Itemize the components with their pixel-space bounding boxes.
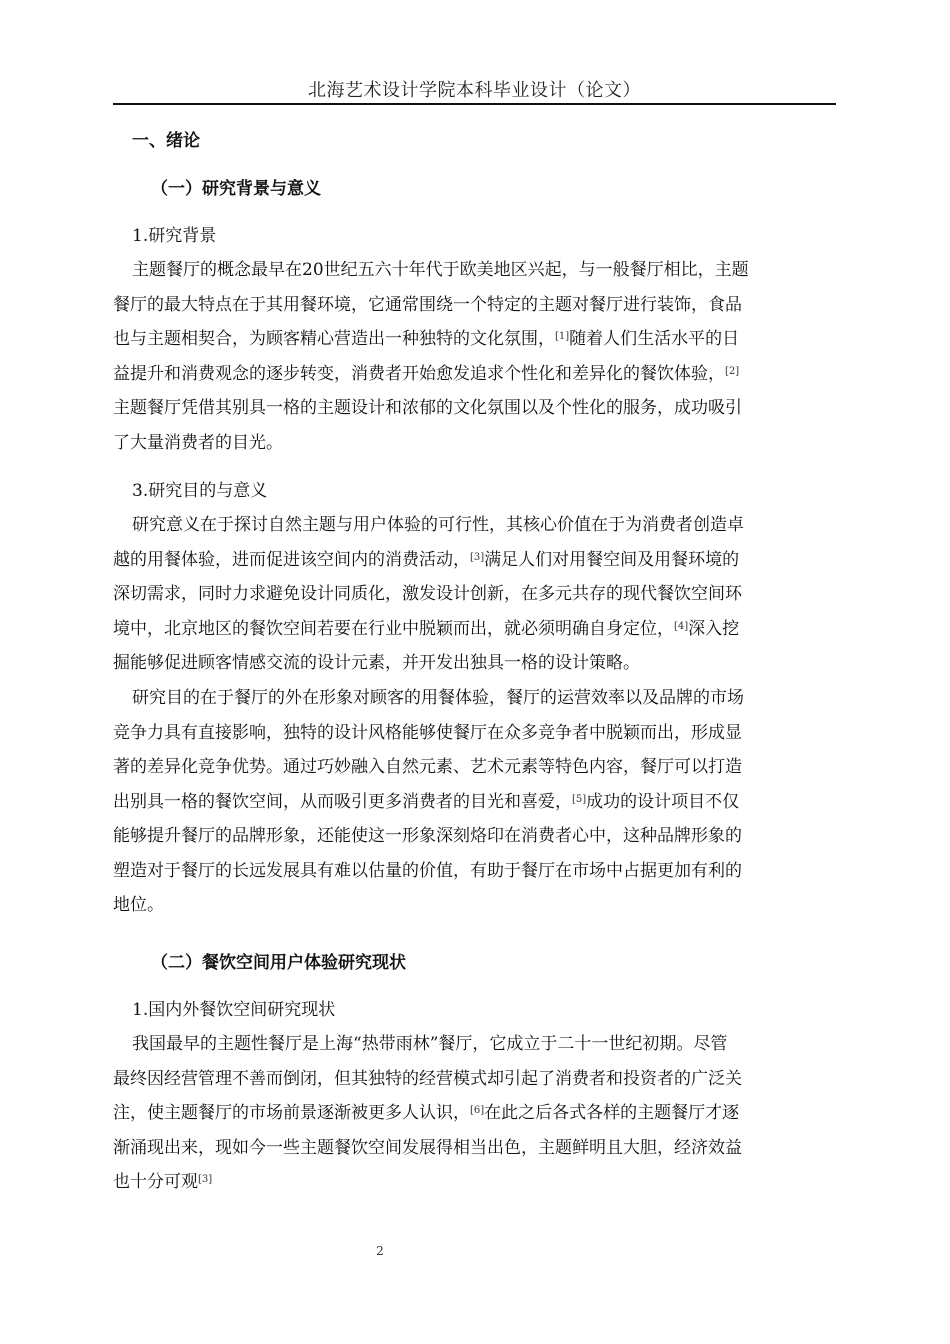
citation-ref: [6] (470, 1105, 485, 1116)
subsection-heading-domestic-foreign: 1.国内外餐饮空间研究现状 (132, 1000, 336, 1020)
text-line (113, 612, 836, 647)
text-line: 研究意义在于探讨自然主题与用户体验的可行性，其核心价值在于为消费者创造卓 (132, 515, 744, 535)
text-line: 深切需求，同时力求避免设计同质化，激发设计创新，在多元共存的现代餐饮空间环 (113, 584, 742, 604)
citation-ref: [3] (470, 551, 485, 563)
paragraph-research-purpose (113, 681, 836, 923)
citation-ref: [1] (555, 331, 570, 342)
text-segment: 深入挖 (688, 618, 740, 639)
paragraph-research-significance (113, 508, 836, 681)
paragraph-domestic-status (113, 1027, 836, 1200)
text-segment: 满足人们对用餐空间及用餐环境的 (484, 549, 740, 570)
text-line: 最终因经营管理不善而倒闭，但其独特的经营模式却引起了消费者和投资者的广泛关 (113, 1068, 742, 1089)
text-segment: 境中，北京地区的餐饮空间若要在行业中脱颖而出，就必须明确自身定位， (113, 618, 674, 639)
text-segment: 随着人们生活水平的日 (569, 329, 740, 349)
text-segment: 越的用餐体验，进而促进该空间内的消费活动， (113, 549, 470, 570)
text-line (113, 322, 836, 357)
text-segment: 也与主题相契合，为顾客精心营造出一种独特的文化氛围， (113, 329, 555, 349)
section-heading-status: （二）餐饮空间用户体验研究现状 (151, 953, 406, 973)
text-line: 竞争力具有直接影响，独特的设计风格能够使餐厅在众多竞争者中脱颖而出，形成显 (113, 722, 742, 743)
text-line: 渐涌现出来，现如今一些主题餐饮空间发展得相当出色，主题鲜明且大胆，经济效益 (113, 1137, 742, 1158)
citation-ref: [3] (198, 1174, 213, 1185)
text-line (113, 1165, 836, 1200)
text-line: 著的差异化竞争优势。通过巧妙融入自然元素、艺术元素等特色内容，餐厅可以打造 (113, 757, 742, 777)
header-divider (113, 103, 836, 105)
citation-ref: [5] (572, 793, 587, 805)
text-segment: 在此之后各式各样的主题餐厅才逐 (484, 1103, 740, 1123)
text-line: 能够提升餐厅的品牌形象，还能使这一形象深刻烙印在消费者心中，这种品牌形象的 (113, 826, 742, 846)
chapter-heading: 一、绪论 (132, 131, 200, 151)
text-segment: 注，使主题餐厅的市场前景逐渐被更多人认识， (113, 1103, 470, 1123)
subsection-heading-research-background: 1.研究背景 (132, 226, 217, 246)
text-line: 了大量消费者的目光。 (113, 432, 283, 453)
text-segment: 益提升和消费观念的逐步转变，消费者开始愈发追求个性化和差异化的餐饮体验， (113, 363, 725, 384)
text-line: 地位。 (113, 895, 164, 915)
text-line (113, 1096, 836, 1131)
text-segment: 出别具一格的餐饮空间，从而吸引更多消费者的目光和喜爱， (113, 791, 572, 812)
text-line: 研究目的在于餐厅的外在形象对顾客的用餐体验，餐厅的运营效率以及品牌的市场 (132, 688, 744, 708)
text-line (113, 357, 836, 392)
text-line: 主题餐厅凭借其别具一格的主题设计和浓郁的文化氛围以及个性化的服务，成功吸引 (113, 398, 742, 418)
paragraph-research-background (113, 253, 836, 460)
running-header: 北海艺术设计学院本科毕业设计（论文） (308, 80, 641, 101)
citation-ref: [4] (674, 620, 689, 632)
text-line: 餐厅的最大特点在于其用餐环境，它通常围绕一个特定的主题对餐厅进行装饰，食品 (113, 294, 742, 315)
text-line: 我国最早的主题性餐厅是上海“热带雨林”餐厅，它成立于二十一世纪初期。尽管 (132, 1034, 728, 1054)
text-line (113, 785, 836, 820)
text-line: 塑造对于餐厅的长远发展具有难以估量的价值，有助于餐厅在市场中占据更加有利的 (113, 860, 742, 881)
text-segment: 也十分可观 (113, 1172, 198, 1192)
section-heading-background: （一）研究背景与意义 (151, 179, 321, 199)
text-segment: 成功的设计项目不仅 (586, 791, 740, 812)
subsection-heading-purpose: 3.研究目的与意义 (132, 481, 268, 501)
text-line: 掘能够促进顾客情感交流的设计元素，并开发出独具一格的设计策略。 (113, 653, 640, 673)
text-line (113, 543, 836, 578)
citation-ref: [2] (725, 365, 740, 377)
text-line: 主题餐厅的概念最早在20世纪五六十年代于欧美地区兴起，与一般餐厅相比，主题 (132, 260, 749, 280)
page-number: 2 (376, 1244, 384, 1258)
